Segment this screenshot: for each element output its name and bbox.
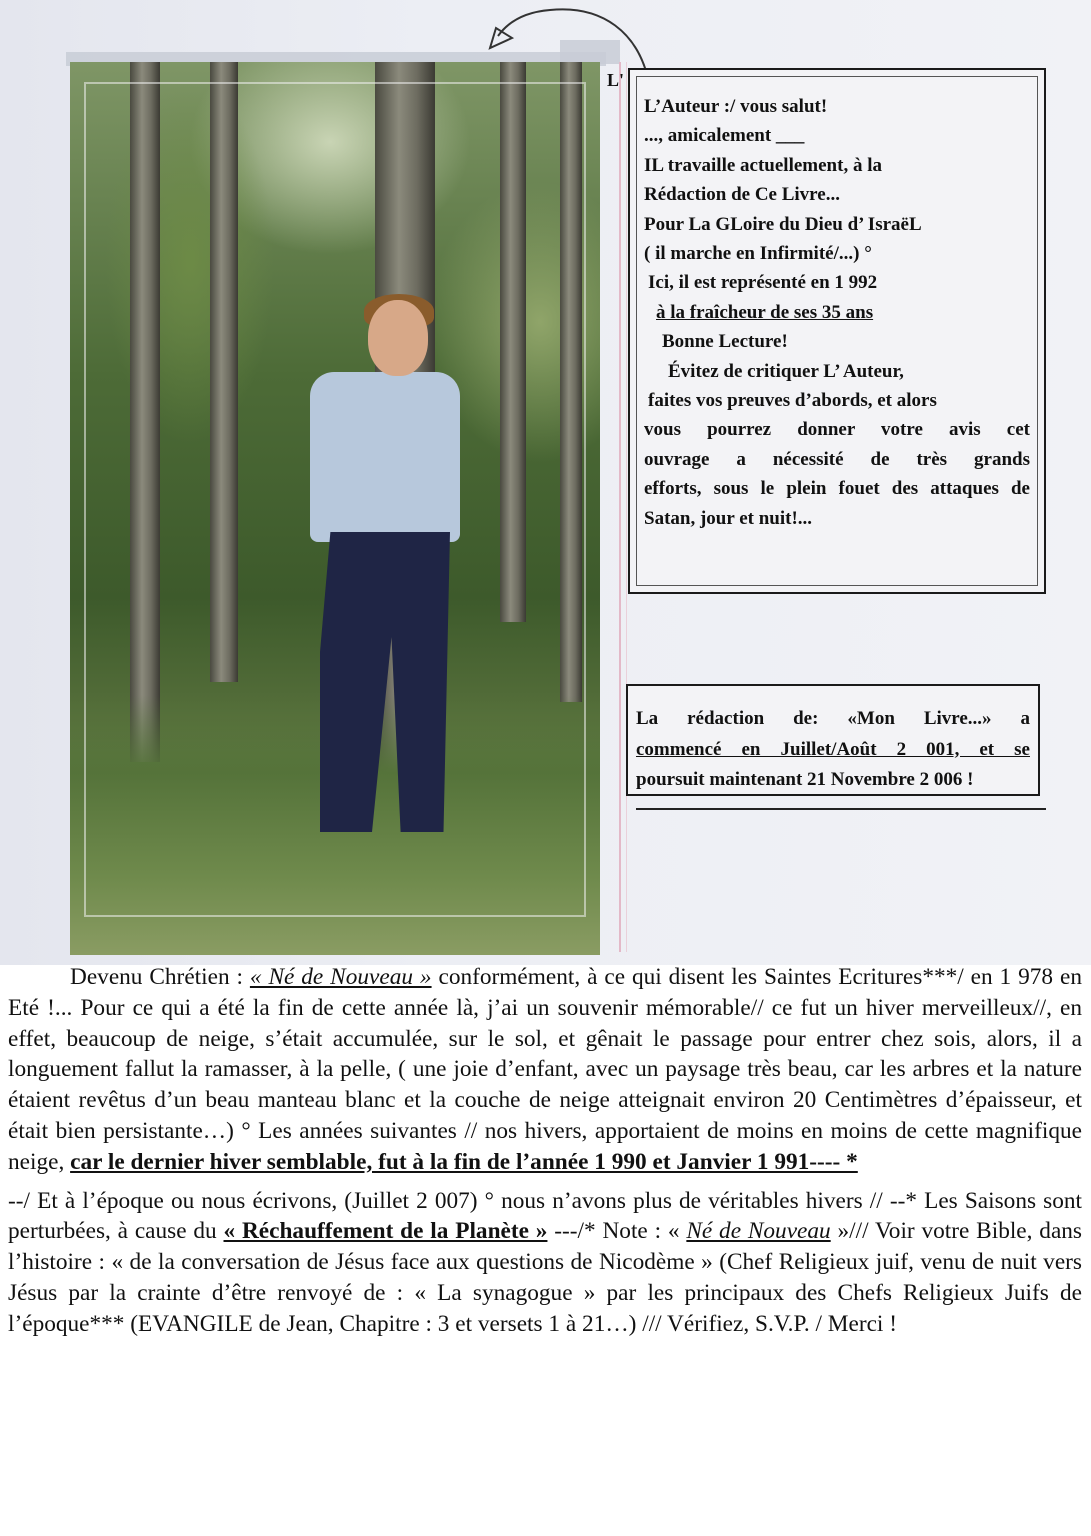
last-winter-emphasis: car le dernier hiver semblable, fut à la fin de l’année 1 990 et Janvier 1 991---- * <box>70 1148 858 1175</box>
author-note-line: Bonne Lecture! <box>662 331 788 353</box>
author-note-line: ..., amicalement ___ <box>644 125 805 147</box>
global-warming-emphasis: « Réchauffement de la Planète » <box>223 1218 548 1245</box>
redaction-date-text <box>636 704 1030 796</box>
fold-line <box>619 62 621 952</box>
author-note-line: faites vos preuves d’abords, et alors <box>648 390 937 412</box>
redaction-date-box <box>626 684 1040 796</box>
redaction-box-underline <box>636 808 1046 810</box>
article-text: conformément, à ce qui disent les Saintes Ecritures***/ en 1 978 en Eté !... Pour ce qui a été la fin de cette année là, j’ai un souvenir mémorable// ce fut un hiver merveilleux//, en effet, beaucoup de neige, s’était accumulée, sur le sol, et gênait le passage pour entrer chez sois, alors, il a longuement fallut la ramasser, à la pelle, ( une joie d’enfant, avec un paysage très beau, car les arbres et la nature étaient revêtus d’un beau manteau blanc et la couche de neige atteignait environ 20 Centimètres d’épaisseur, et était bien persistante…) ° Les années suivantes // nos hivers, apportaient de moins en moins de cette magnifique neige, <box>8 964 1082 1175</box>
paragraph-gap <box>8 1178 1082 1186</box>
author-note-line: ouvrage a nécessité de très grands <box>644 448 1030 470</box>
article-body <box>8 962 1082 1340</box>
author-note-line: Évitez de critiquer L’ Auteur, <box>668 360 904 382</box>
ne-de-nouveau-emphasis: « Né de Nouveau » <box>249 964 432 990</box>
author-note-line: Ici, il est représenté en 1 992 <box>648 272 878 294</box>
author-note-line: efforts, sous le plein fouet des attaques de <box>644 478 1030 500</box>
author-note-line: L’Auteur :/ vous salut! <box>644 96 828 117</box>
corner-mark: L' <box>607 70 625 90</box>
article-text: »/// Voir votre Bible, dans l’histoire : « de la conversation de Jésus face aux questions de Nicodème » (Chef Religieux juif, venu de nuit vers Jésus par la crainte d’être renvoyé de : « La synagogue » par les principaux des Chefs Religieux Juifs de l’époque*** (EVANGILE de Jean, Chapitre : 3 et versets 1 à 21…) /// Vérifiez, S.V.P. / Merci ! <box>8 1218 1082 1337</box>
author-note-line: Rédaction de Ce Livre... <box>644 184 840 206</box>
redaction-line: poursuit maintenant 21 Novembre 2 006 ! <box>636 769 974 790</box>
author-note-text <box>644 92 1030 533</box>
article-text: --/ Et à l’époque ou nous écrivons, (Juillet 2 007) ° nous n’avons plus de véritables hivers // --* Les Saisons sont perturbées, à cause du <box>8 1187 1082 1245</box>
author-note-line: IL travaille actuellement, à la <box>644 154 882 176</box>
author-note-box <box>628 68 1046 594</box>
author-note-line: Satan, jour et nuit!... <box>644 507 813 529</box>
author-note-line: Pour La GLoire du Dieu d’ IsraëL <box>644 213 922 235</box>
author-note-line: vous pourrez donner votre avis cet <box>644 419 1030 441</box>
redaction-line: La rédaction de: «Mon Livre...» a <box>636 708 1030 729</box>
article-text: ---/* Note : « <box>547 1218 687 1245</box>
article-text: Devenu Chrétien : <box>70 964 250 990</box>
author-note-line: ( il marche en Infirmité/...) ° <box>644 243 872 265</box>
author-photograph <box>70 62 600 955</box>
photo-frame <box>84 82 586 917</box>
redaction-line: commencé en Juillet/Août 2 001, et se <box>636 738 1030 760</box>
author-note-line: à la fraîcheur de ses 35 ans <box>656 301 874 323</box>
fold-line <box>626 62 627 952</box>
article-paragraph-2 <box>8 1186 1082 1340</box>
article-paragraph-1 <box>8 962 1082 1178</box>
ne-de-nouveau-note: Né de Nouveau <box>686 1218 831 1245</box>
